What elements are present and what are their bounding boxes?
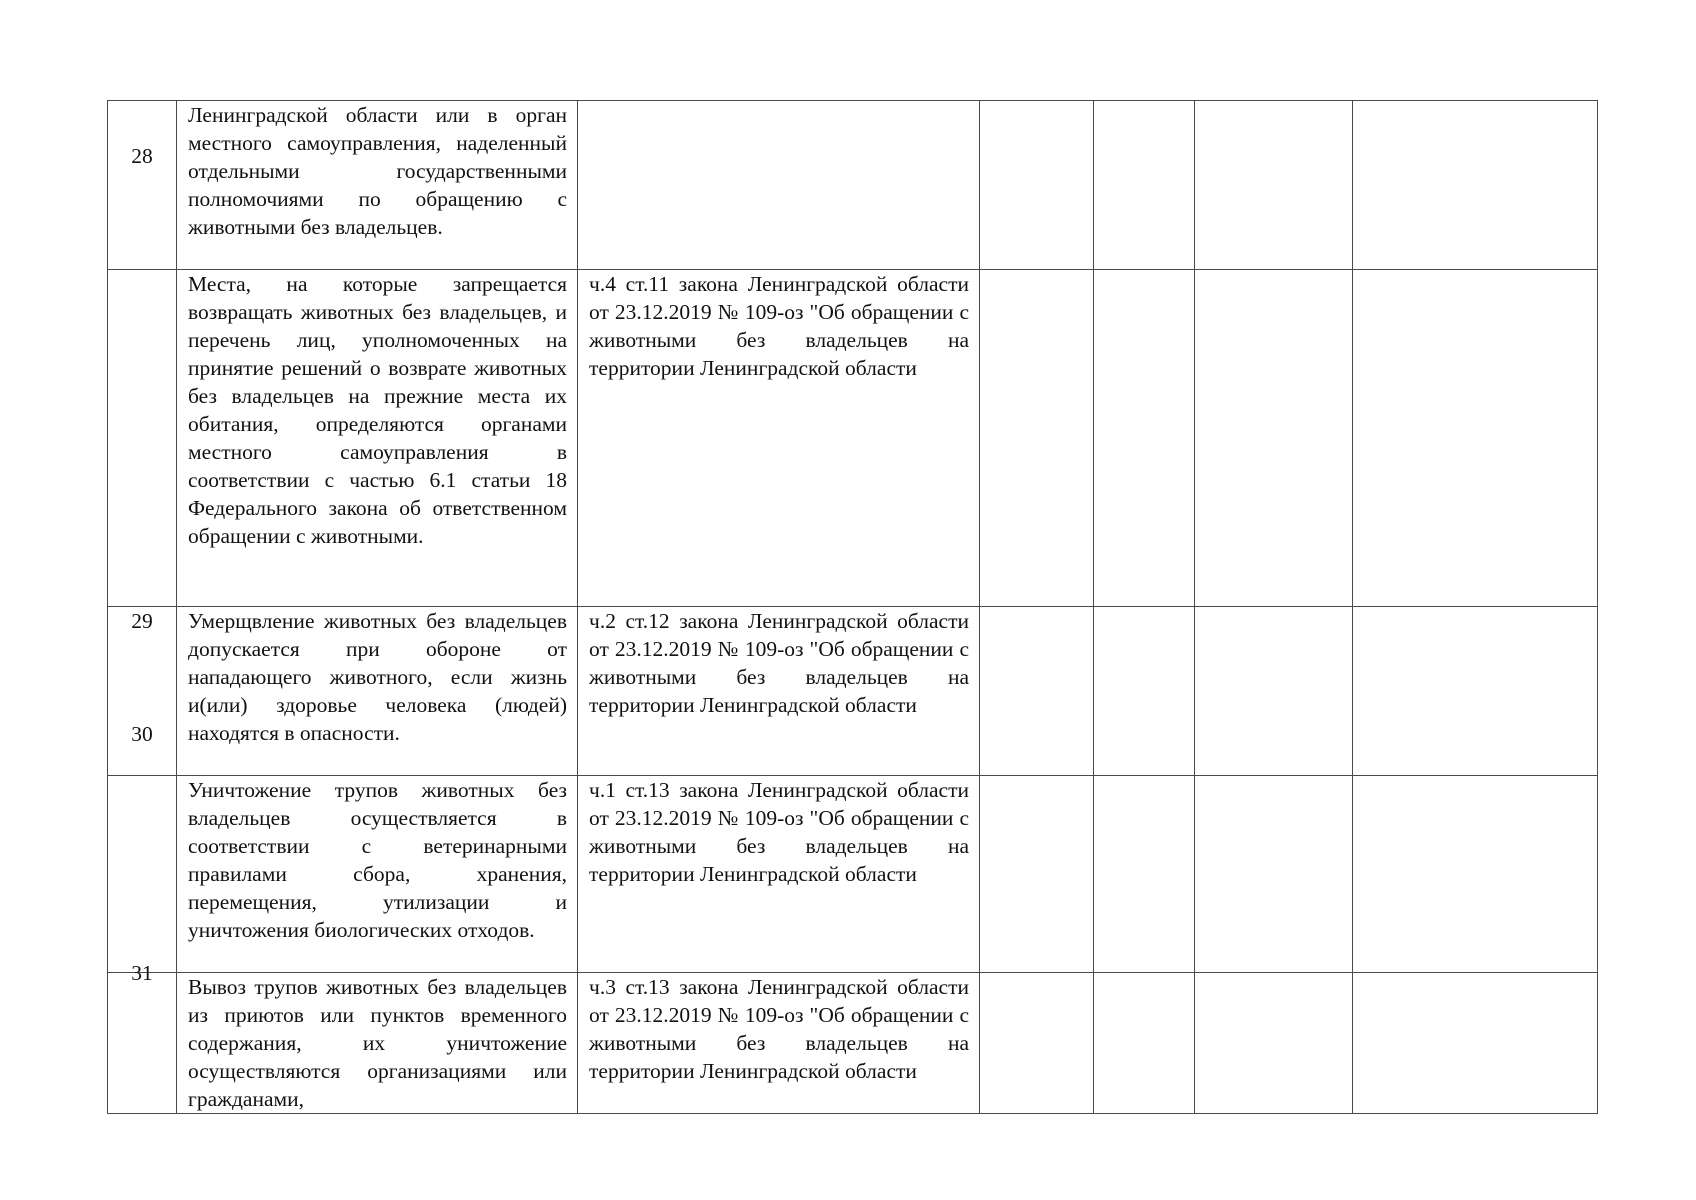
reference-cell bbox=[578, 270, 980, 607]
requirement-text: Уничтожение трупов животных без владельцев осуществляется в соответствии с ветеринарными правилами сбора, хранения, перемещения, утилизации и уничтожения биологических отходов. bbox=[188, 778, 567, 942]
empty-cell bbox=[1353, 101, 1598, 270]
empty-cell bbox=[980, 776, 1094, 973]
reference-cell bbox=[578, 973, 980, 1114]
row-number: 31 bbox=[131, 961, 153, 985]
empty-cell bbox=[980, 607, 1094, 776]
empty-cell bbox=[980, 973, 1094, 1114]
row-number: 29 bbox=[131, 609, 153, 633]
row-number-cell bbox=[108, 101, 177, 270]
reference-text: ч.2 ст.12 закона Ленинградской области от 23.12.2019 № 109-оз "Об обращении с животными без владельцев на территории Ленинградской области bbox=[589, 609, 969, 717]
empty-cell bbox=[1353, 776, 1598, 973]
table-row bbox=[108, 270, 1598, 607]
requirement-cell bbox=[177, 973, 578, 1114]
row-number-cell bbox=[108, 722, 177, 973]
table-row bbox=[108, 607, 1598, 776]
row-number-cell bbox=[108, 961, 177, 1114]
empty-cell bbox=[1195, 973, 1353, 1114]
empty-cell bbox=[1353, 607, 1598, 776]
table-row bbox=[108, 973, 1598, 1114]
row-number-cell bbox=[108, 607, 177, 776]
row-number: 28 bbox=[131, 144, 153, 168]
row-number-cell bbox=[108, 144, 177, 607]
requirement-cell bbox=[177, 776, 578, 973]
reference-cell bbox=[578, 776, 980, 973]
table-row bbox=[108, 101, 1598, 270]
empty-cell bbox=[1094, 270, 1195, 607]
reference-text: ч.4 ст.11 закона Ленинградской области от 23.12.2019 № 109-оз "Об обращении с животными без владельцев на территории Ленинградской области bbox=[589, 272, 969, 380]
requirement-text: Умерщвление животных без владельцев допускается при обороне от нападающего животного, если жизнь и(или) здоровье человека (людей) находятся в опасности. bbox=[188, 609, 567, 745]
requirement-text: Ленинградской области или в орган местного самоуправления, наделенный отдельными государственными полномочиями по обращению с животными без владельцев. bbox=[188, 103, 567, 239]
empty-cell bbox=[1094, 101, 1195, 270]
reference-text: ч.1 ст.13 закона Ленинградской области от 23.12.2019 № 109-оз "Об обращении с животными без владельцев на территории Ленинградской области bbox=[589, 778, 969, 886]
empty-cell bbox=[980, 270, 1094, 607]
requirement-cell bbox=[177, 101, 578, 270]
requirement-text: Вывоз трупов животных без владельцев из приютов или пунктов временного содержания, их уничтожение осуществляются организациями или гражданами, bbox=[188, 975, 567, 1111]
row-number: 30 bbox=[131, 722, 153, 746]
empty-cell bbox=[1195, 776, 1353, 973]
reference-cell bbox=[578, 607, 980, 776]
reference-text: ч.3 ст.13 закона Ленинградской области от 23.12.2019 № 109-оз "Об обращении с животными без владельцев на территории Ленинградской области bbox=[589, 975, 969, 1083]
requirement-cell bbox=[177, 607, 578, 776]
empty-cell bbox=[980, 101, 1094, 270]
empty-cell bbox=[1353, 270, 1598, 607]
empty-cell bbox=[1094, 973, 1195, 1114]
empty-cell bbox=[1094, 776, 1195, 973]
table-row bbox=[108, 776, 1598, 973]
requirements-table bbox=[107, 100, 1598, 1114]
empty-cell bbox=[1353, 973, 1598, 1114]
empty-cell bbox=[1195, 270, 1353, 607]
requirement-cell bbox=[177, 270, 578, 607]
empty-cell bbox=[1195, 101, 1353, 270]
empty-cell bbox=[1195, 607, 1353, 776]
requirement-text: Места, на которые запрещается возвращать животных без владельцев, и перечень лиц, уполномоченных на принятие решений о возврате животных без владельцев на прежние места их обитания, определяются органами местного самоуправления в соответствии с частью 6.1 статьи 18 Федерального закона об ответственном обращении с животными. bbox=[188, 272, 567, 548]
empty-cell bbox=[1094, 607, 1195, 776]
reference-cell bbox=[578, 101, 980, 270]
